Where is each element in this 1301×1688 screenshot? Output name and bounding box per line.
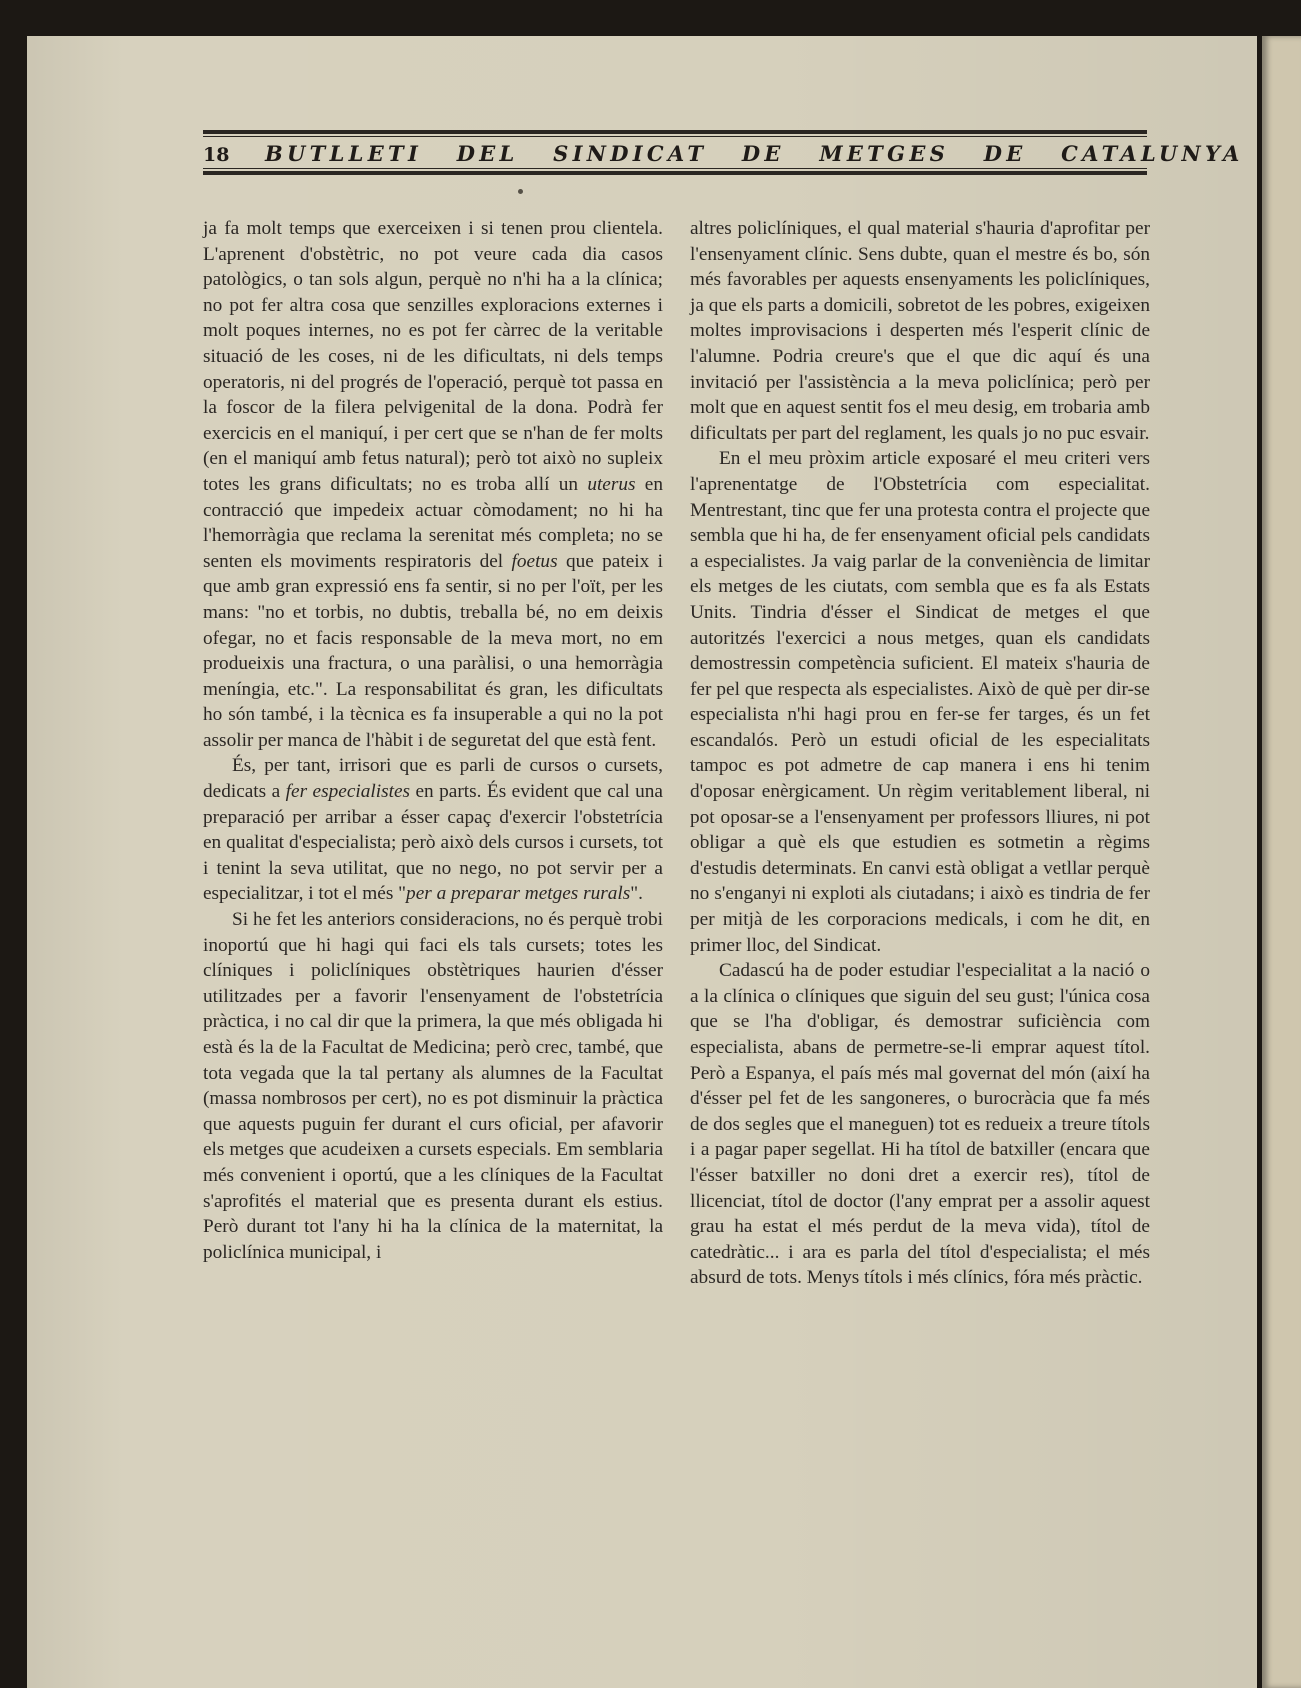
paragraph: És, per tant, irrisori que es parli de cursos o cursets, dedicats a fer especialistes en parts. És evident que cal una preparació per arribar a ésser capaç d'exercir l'obstetrícia en qualitat d'especialista; però això dels cursos i cursets, tot i tenint la seva utilitat, que no nego, no pot servir per a especialitzar, i tot el més "per a preparar metges rurals".	[203, 755, 663, 905]
paragraph: ja fa molt temps que exerceixen i si tenen prou clientela. L'aprenent d'obstètric, no pot veure cada dia casos patològics, o tan sols algun, perquè no n'hi ha a la clínica; no pot fer altra cosa que senzilles exploracions externes i molt poques internes, no es pot fer càrrec de la veritable situació de les coses, ni de les dificultats, ni dels temps operatoris, ni del progrés de l'operació, perquè tot passa en la foscor de la filera pelvigenital de la dona. Podrà fer exercicis en el maniquí, i per cert que se n'han de fer molts (en el maniquí amb fetus natural); però tot això no supleix totes les grans dificultats; no es troba allí un uterus en contracció que impedeix actuar còmodament; no hi ha l'hemorràgia que reclama la serenitat més completa; no se senten els moviments respiratoris del foetus que pateix i que amb gran expressió ens fa sentir, si no per l'oït, per les mans: "no et torbis, no dubtis, treballa bé, no em deixis ofegar, no et facis responsable de la meva mort, no em produeixis una fractura, o una paràlisi, o una hemorràgia meníngia, etc.". La responsabilitat és gran, les dificultats ho són també, i la tècnica es fa insuperable a qui no la pot assolir per manca de l'hàbit i de seguretat del que està fent.	[203, 218, 663, 751]
paragraph: Si he fet les anteriors consideracions, no és perquè trobi inoportú que hi hagi qui faci els tals cursets; totes les clíniques i policlíniques obstètriques haurien d'ésser utilitzades per a favorir l'ensenyament de l'obstetrícia pràctica, i no cal dir que la primera, la que més obligada hi està és la de la Facultat de Medicina; però crec, també, que tota vegada que la tal pertany als alumnes de la Facultat (massa nombrosos per cert), no es pot disminuir la pràctica que aquests puguin fer durant el curs oficial, per afavorir els metges que acudeixen a cursets especials. Em semblaria més convenient i oportú, que a les clíniques de la Facultat s'aprofités el material que es presenta durant els estius. Però durant tot l'any hi ha la clínica de la maternitat, la policlínica municipal, i	[203, 909, 663, 1263]
adjacent-page-edge	[1262, 36, 1301, 1688]
running-header	[203, 139, 1244, 167]
paragraph: altres policlíniques, el qual material s'hauria d'aprofitar per l'ensenyament clínic. Sens dubte, quan el mestre és bo, són més favorables per aquests ensenyaments les policlíniques, ja que els parts a domicili, sobretot de les pobres, exigeixen moltes improvisacions i desperten més l'esperit clínic de l'alumne. Podria creure's que el que dic aquí és una invitació per l'assistència a la meva policlínica; però per molt que en aquest sentit fos el meu desig, em trobaria amb dificultats per part del reglament, les quals jo no puc esvair.	[690, 218, 1150, 444]
header-rule-bottom	[203, 168, 1147, 175]
ink-speck	[518, 189, 523, 194]
paragraph: En el meu pròxim article exposaré el meu criteri vers l'aprenentatge de l'Obstetrícia com especialitat. Mentrestant, tinc que fer una protesta contra el projecte que sembla que hi ha, de fer ensenyament oficial pels candidats a especialistes. Ja vaig parlar de la conveniència de limitar els metges de les ciutats, com sembla que es fa als Estats Units. Tindria d'ésser el Sindicat de metges el que autoritzés l'exercici a nous metges, quan els candidats demostressin competència suficient. El mateix s'hauria de fer pel que respecta als especialistes. Això de què per dir-se especialista n'hi hagi prou en fer-se fer targes, és un fet escandalós. Però un estudi oficial de les especialitats tampoc es pot admetre de cap manera i ens hi tenim d'oposar enèrgicament. Un règim veritablement liberal, ni pot oposar-se a l'ensenyament per professors lliures, ni pot obligar a què els que estudien es sotmetin a règims d'estudis determinats. En canvi està obligat a vetllar perquè no s'enganyi ni exploti als ciutadans; i això es tindria de fer per mitjà de les corporacions medicals, i com he dit, en primer lloc, del Sindicat.	[690, 448, 1150, 956]
running-title: BUTLLETI DEL SINDICAT DE METGES DE CATALUNYA	[265, 141, 1244, 166]
text-column-left	[203, 216, 663, 1265]
page-number: 18	[203, 144, 230, 166]
text-column-right	[690, 216, 1150, 1291]
header-rule-top	[203, 130, 1147, 137]
paragraph: Cadascú ha de poder estudiar l'especialitat a la nació o a la clínica o clíniques que siguin del seu gust; l'única cosa que se l'ha d'obligar, és demostrar suficiència com especialista, abans de permetre-se-li emprar aquest títol. Però a Espanya, el país més mal governat del món (així ha d'ésser pel fet de les sangoneres, o burocràcia que fa més de dos segles que el maneguen) tot es redueix a treure títols i a pagar paper segellat. Hi ha títol de batxiller (encara que l'ésser batxiller no doni dret a exercir res), títol de llicenciat, títol de doctor (l'any emprat per a assolir aquest grau ha estat el més perdut de la meva vida), títol de catedràtic... i ara es parla del títol d'especialista; el més absurd de tots. Menys títols i més clínics, fóra més pràctic.	[690, 960, 1150, 1289]
